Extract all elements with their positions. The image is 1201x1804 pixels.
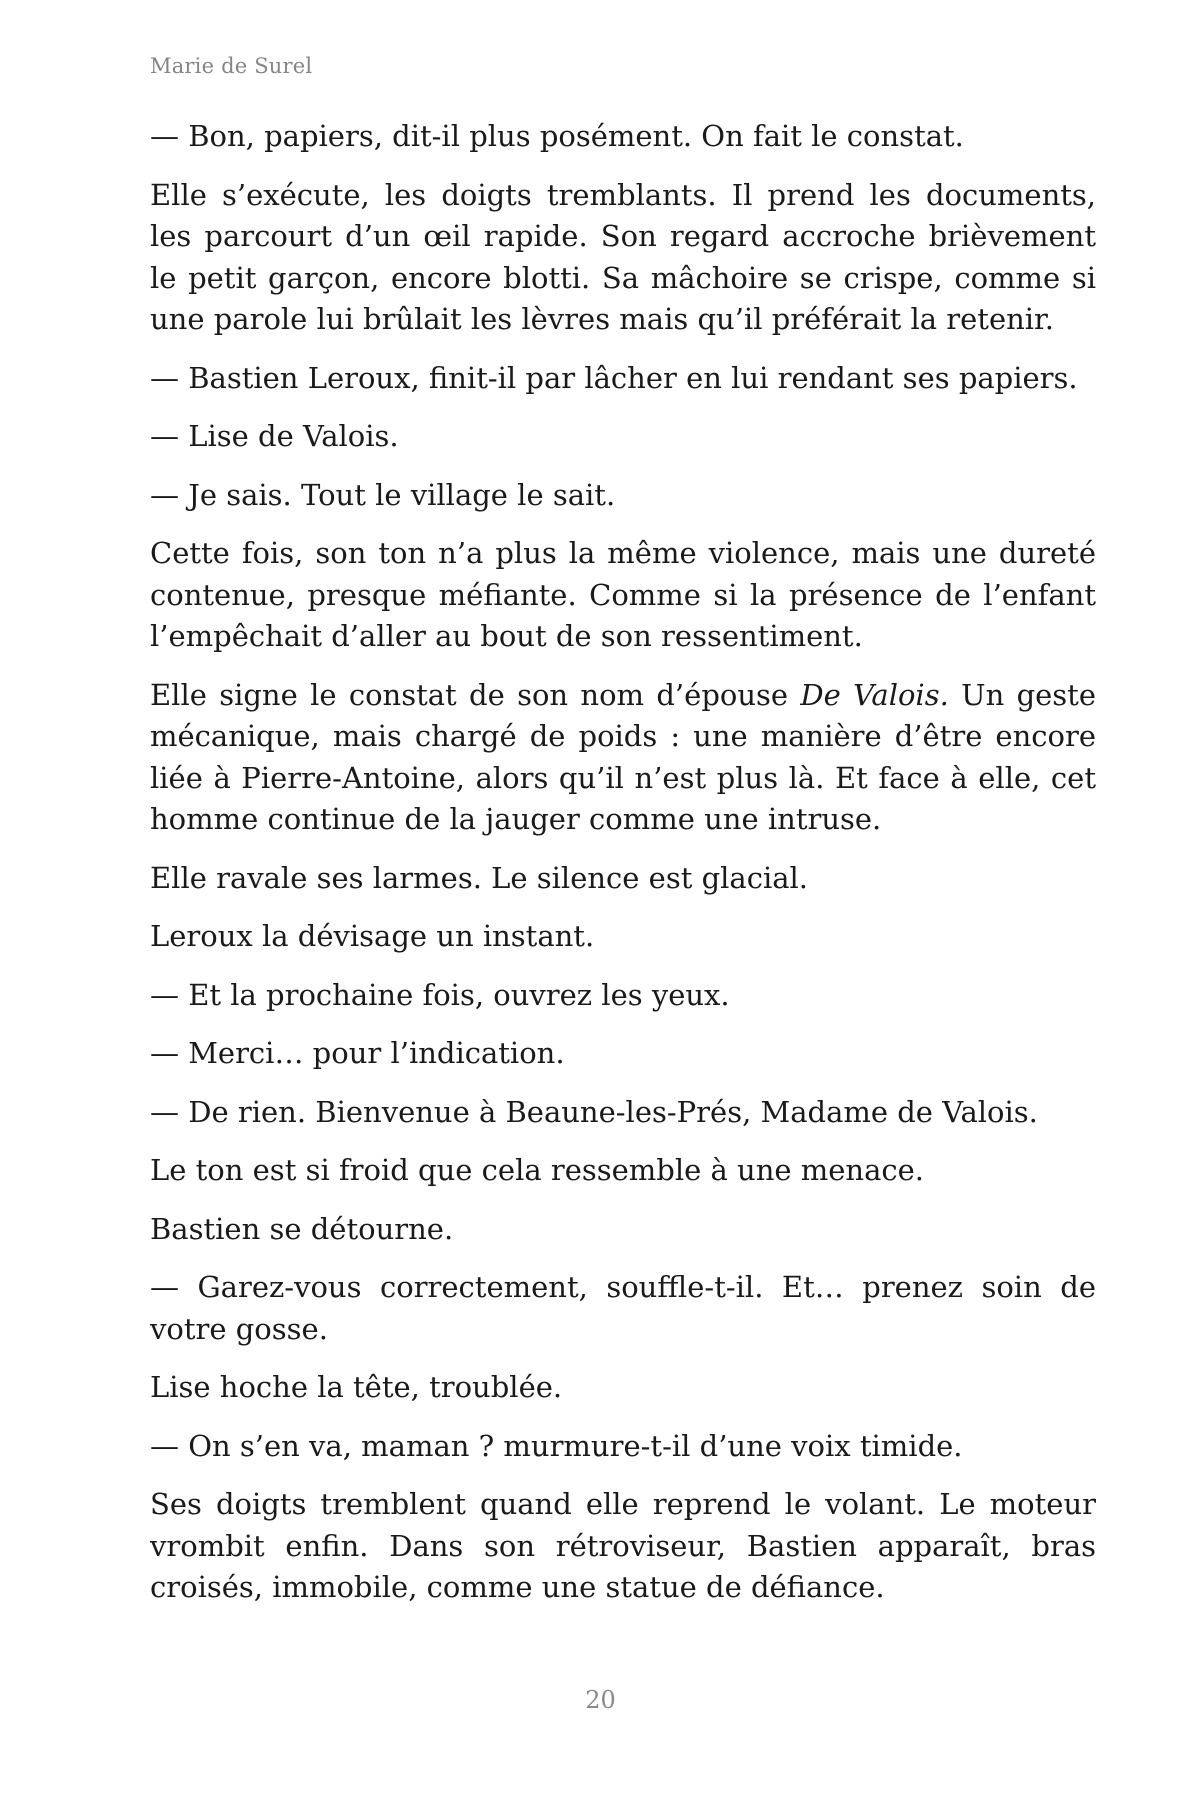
paragraph-text: Un geste mécanique, mais chargé de poids : une manière d’être encore liée à Pierre-Antoine, alors qu’il n’est plus là. Et face à elle, cet homme continue de la jauger comme une intruse. xyxy=(150,677,1096,836)
paragraph: Bastien se détourne. xyxy=(150,1211,454,1246)
paragraph: Cette fois, son ton n’a plus la même violence, mais une dureté contenue, presque méfiante. Comme si la présence de l’enfant l’empêchait d’aller au bout de son ressentiment. xyxy=(150,536,1096,653)
paragraph-text: Elle signe le constat de son nom d’épouse xyxy=(150,677,801,712)
body-text xyxy=(150,116,1096,1626)
paragraph: — Bon, papiers, dit-il plus posément. On fait le constat. xyxy=(150,119,964,153)
paragraph: — Bastien Leroux, finit-il par lâcher en lui rendant ses papiers. xyxy=(150,360,1078,395)
paragraph: Elle ravale ses larmes. Le silence est glacial. xyxy=(150,860,809,895)
running-header-author: Marie de Surel xyxy=(150,54,313,78)
paragraph: Le ton est si froid que cela ressemble à une menace. xyxy=(150,1153,925,1187)
paragraph: — Merci… pour l’indication. xyxy=(150,1036,565,1070)
paragraph: Lise hoche la tête, troublée. xyxy=(150,1370,563,1404)
paragraph: Elle s’exécute, les doigts tremblants. Il prend les documents, les parcourt d’un œil rapide. Son regard accroche brièvement le petit garçon, encore blotti. Sa mâchoire se crispe, comme si une parole lui brûlait les lèvres mais qu’il préférait la retenir. xyxy=(150,177,1096,336)
paragraph: Leroux la dévisage un instant. xyxy=(150,919,595,953)
italic-name: De Valois. xyxy=(800,677,949,712)
page-number: 20 xyxy=(585,1686,616,1714)
paragraph: — On s’en va, maman ? murmure-t-il d’une voix timide. xyxy=(150,1428,963,1463)
paragraph: — De rien. Bienvenue à Beaune-les-Prés, Madame de Valois. xyxy=(150,1094,1038,1129)
paragraph: — Lise de Valois. xyxy=(150,419,399,453)
paragraph: Ses doigts tremblent quand elle reprend le volant. Le moteur vrombit enfin. Dans son rétroviseur, Bastien apparaît, bras croisés, immobile, comme une statue de défiance. xyxy=(150,1487,1096,1604)
paragraph: — Je sais. Tout le village le sait. xyxy=(150,477,616,512)
paragraph: — Et la prochaine fois, ouvrez les yeux. xyxy=(150,977,730,1012)
paragraph xyxy=(150,675,1096,841)
paragraph: — Garez-vous correctement, souffle-t-il. Et… prenez soin de votre gosse. xyxy=(150,1270,1096,1346)
